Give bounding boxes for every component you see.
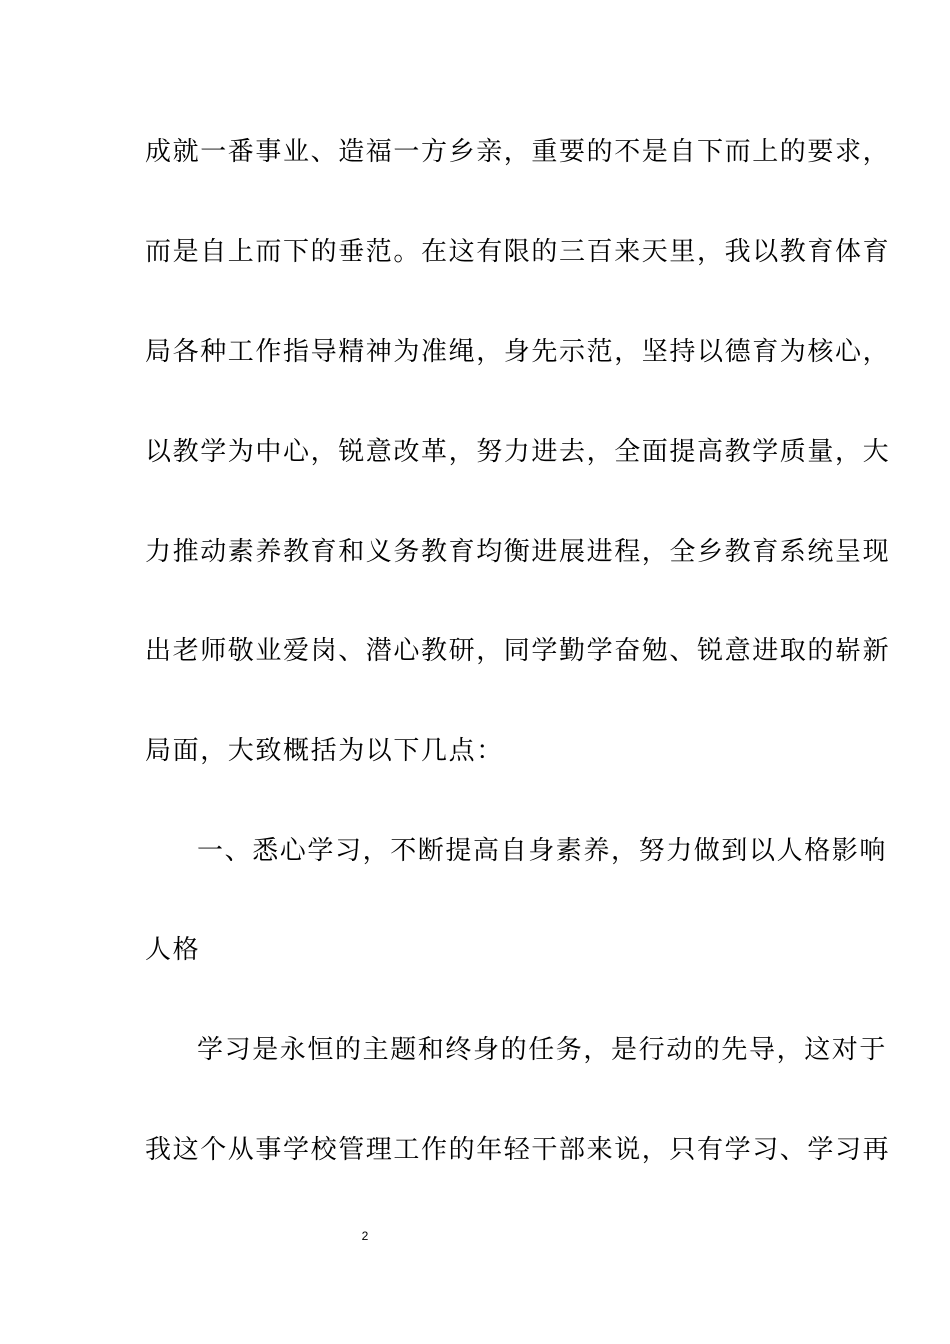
text-line: 以教学为中心，锐意改革，努力进去，全面提高教学质量，大: [145, 437, 891, 467]
text-line: 学习是永恒的主题和终身的任务，是行动的先导，这对于: [197, 1035, 888, 1065]
text-line: 而是自上而下的垂范。在这有限的三百来天里，我以教育体育: [145, 237, 891, 267]
text-line: 局面，大致概括为以下几点：: [145, 736, 504, 766]
text-line: 我这个从事学校管理工作的年轻干部来说，只有学习、学习再: [145, 1135, 891, 1165]
page-number: 2: [361, 1229, 369, 1243]
text-line: 出老师敬业爱岗、潜心教研，同学勤学奋勉、锐意进取的崭新: [145, 636, 891, 666]
text-line: 力推动素养教育和义务教育均衡进展进程，全乡教育系统呈现: [145, 537, 891, 567]
text-line: 局各种工作指导精神为准绳，身先示范，坚持以德育为核心，: [145, 337, 891, 367]
section-heading-line: 人格: [145, 935, 201, 965]
text-line: 成就一番事业、造福一方乡亲，重要的不是自下而上的要求，: [145, 137, 891, 167]
section-heading-line: 一、悉心学习，不断提高自身素养，努力做到以人格影响: [197, 836, 888, 866]
